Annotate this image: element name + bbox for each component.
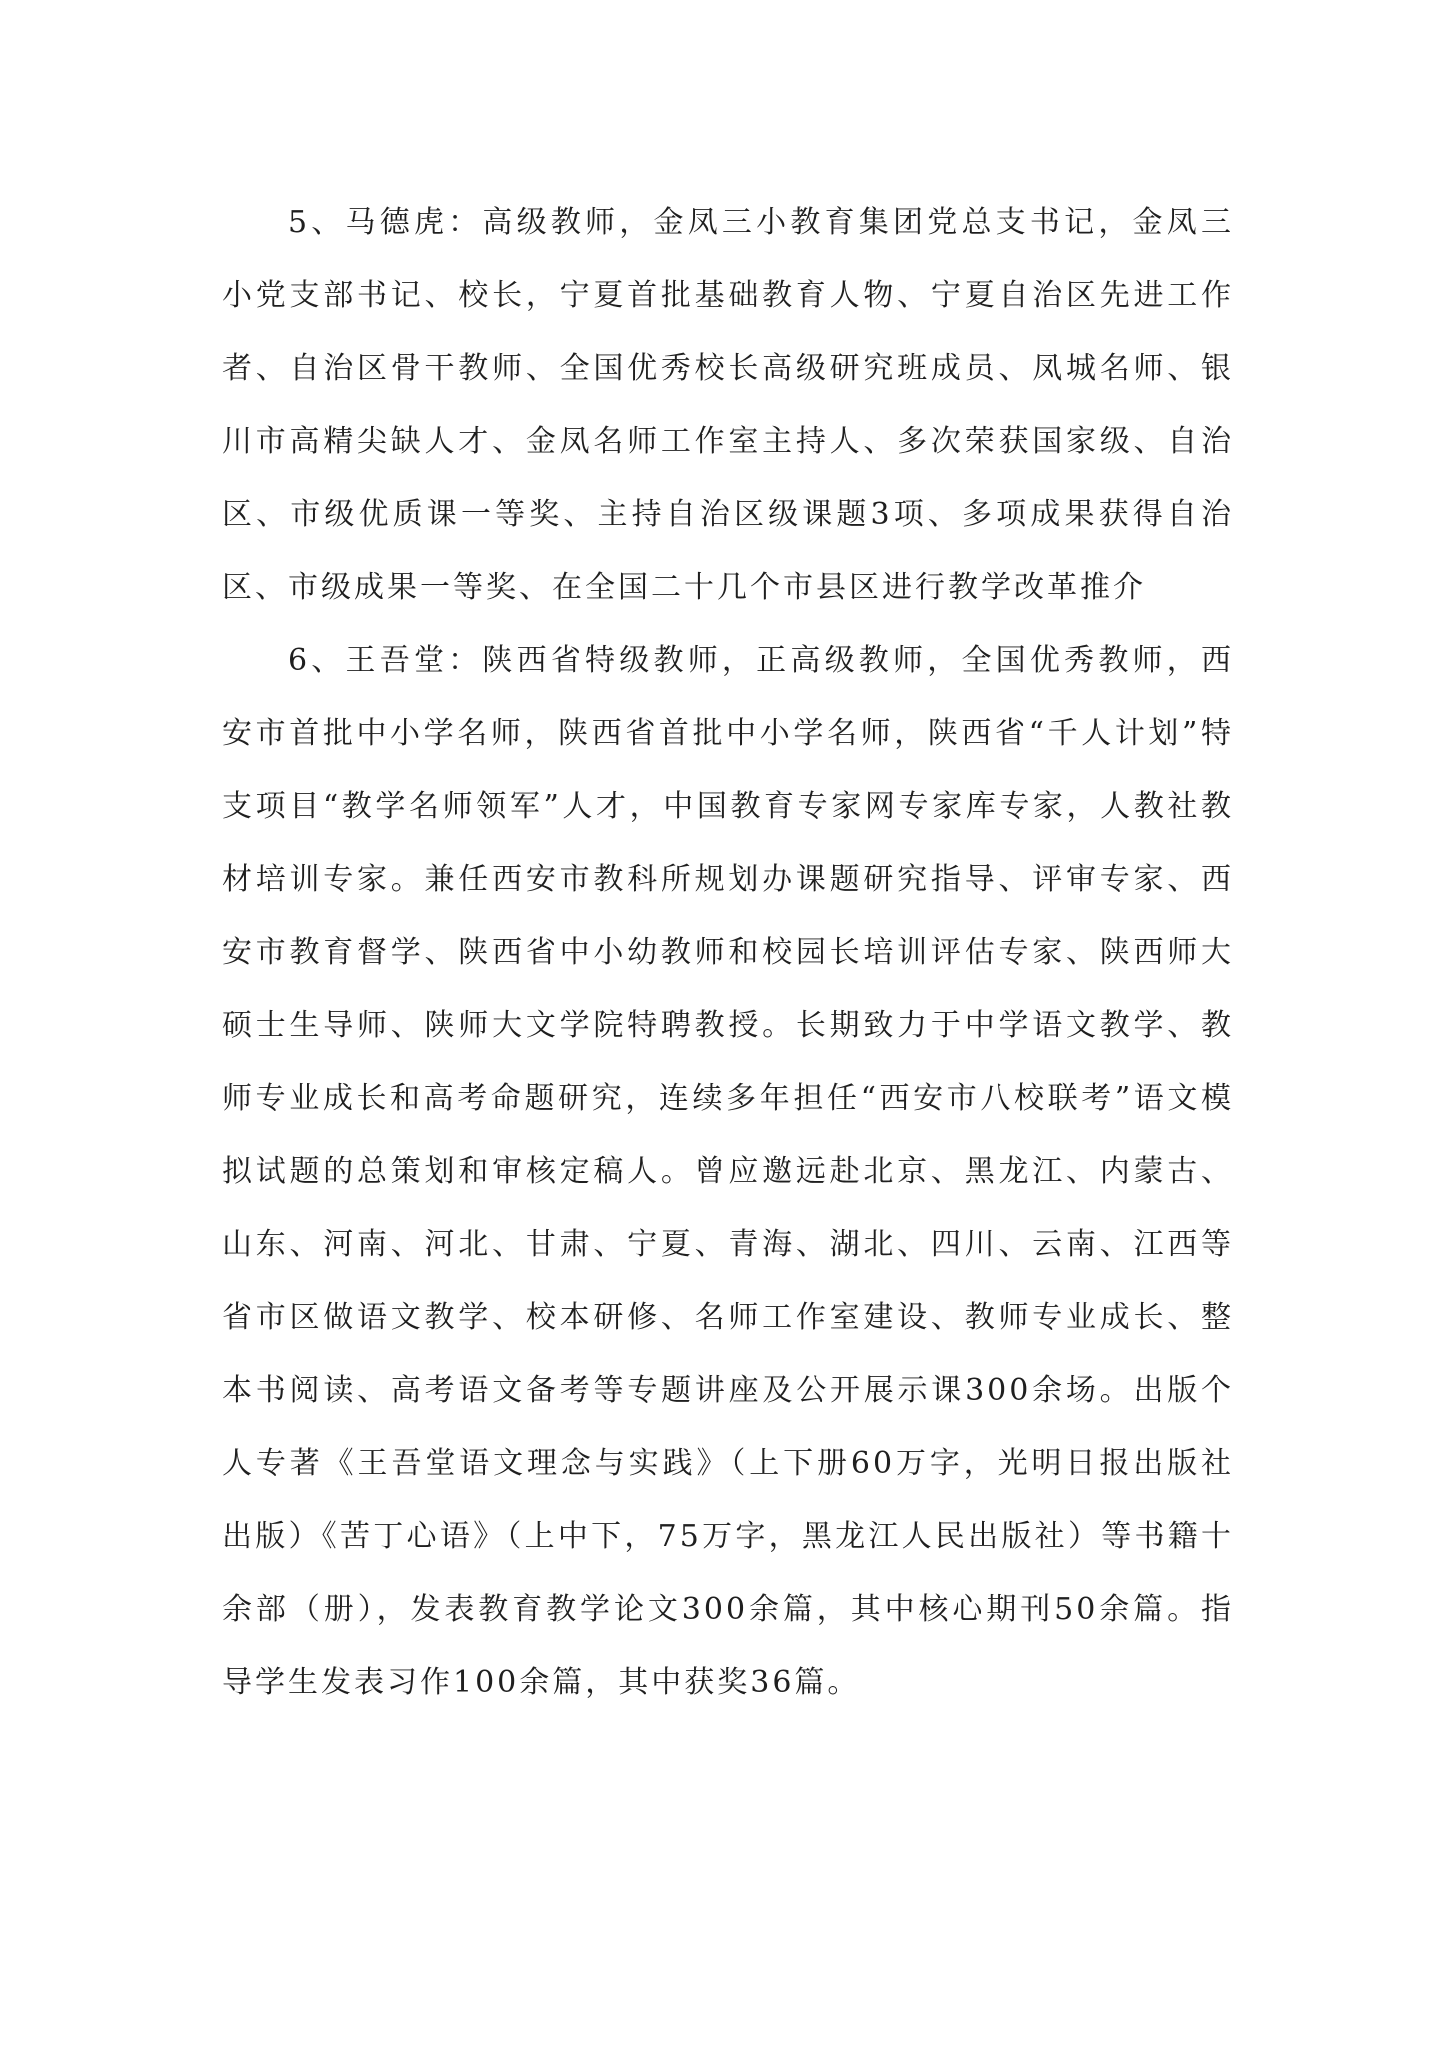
paragraph-wang-wutang: 6、王吾堂：陕西省特级教师，正高级教师，全国优秀教师，西安市首批中小学名师，陕西省首批中小学名师，陕西省“千人计划”特支项目“教学名师领军”人才，中国教育专家网专家库专家，人教社教材培训专家。兼任西安市教科所规划办课题研究指导、评审专家、西安市教育督学、陕西省中小幼教师和校园长培训评估专家、陕西师大硕士生导师、陕师大文学院特聘教授。长期致力于中学语文教学、教师专业成长和高考命题研究，连续多年担任“西安市八校联考”语文模拟试题的总策划和审核定稿人。曾应邀远赴北京、黑龙江、内蒙古、山东、河南、河北、甘肃、宁夏、青海、湖北、四川、云南、江西等省市区做语文教学、校本研修、名师工作室建设、教师专业成长、整本书阅读、高考语文备考等专题讲座及公开展示课300余场。出版个人专著《王吾堂语文理念与实践》（上下册60万字，光明日报出版社出版）《苦丁心语》（上中下，75万字，黑龙江人民出版社）等书籍十余部（册），发表教育教学论文300余篇，其中核心期刊50余篇。指导学生发表习作100余篇，其中获奖36篇。	[222, 643, 1234, 1700]
paragraph-ma-dehu: 5、马德虎：高级教师，金凤三小教育集团党总支书记，金凤三小党支部书记、校长，宁夏首批基础教育人物、宁夏自治区先进工作者、自治区骨干教师、全国优秀校长高级研究班成员、凤城名师、银川市高精尖缺人才、金凤名师工作室主持人、多次荣获国家级、自治区、市级优质课一等奖、主持自治区级课题3项、多项成果获得自治区、市级成果一等奖、在全国二十几个市县区进行教学改革推介	[222, 205, 1234, 605]
document-body	[222, 186, 1234, 1719]
